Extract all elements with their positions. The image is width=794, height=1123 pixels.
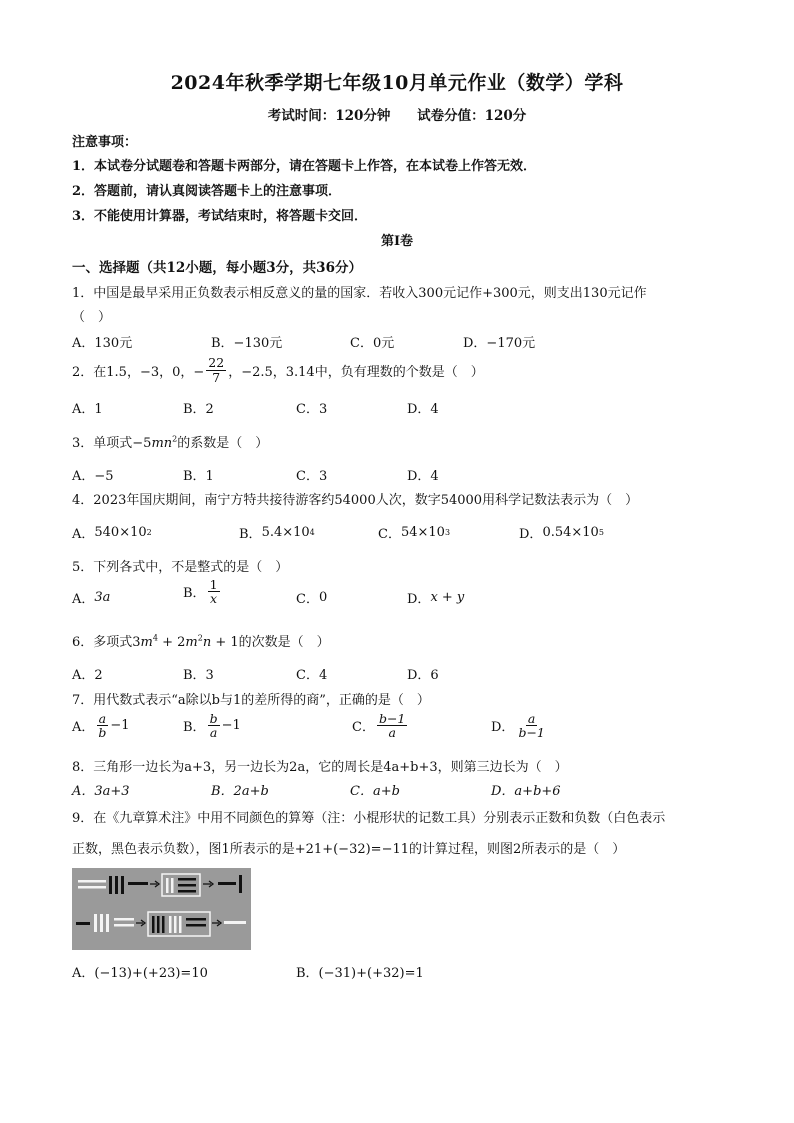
- option-b: [183, 712, 241, 739]
- exam-score: 试卷分值：120分: [417, 108, 527, 124]
- option-base: 0.54×10: [542, 525, 599, 540]
- q2-stem: [72, 352, 484, 388]
- option-exp: 2: [146, 528, 152, 537]
- option-label: A．: [72, 592, 95, 607]
- option-b: B．1: [183, 469, 214, 484]
- q5-stem: 5．下列各式中，不是整式的是（ ）: [72, 560, 289, 575]
- option-c: [352, 712, 409, 739]
- q2-stem-pre: 2．在1.5，−3，0，−: [72, 364, 205, 380]
- fraction-den: x: [210, 591, 218, 607]
- option-fraction: [208, 578, 220, 605]
- option-b: B．(−31)+(+32)=1: [296, 966, 424, 981]
- exam-title: 2024年秋季学期七年级10月单元作业（数学）学科: [170, 72, 624, 94]
- q4-stem: 4．2023年国庆期间，南宁方特共接待游客约54000人次，数字54000用科学记数法表示为（ ）: [72, 493, 639, 508]
- option-fraction: [516, 712, 546, 739]
- option-base: 540×10: [94, 525, 147, 540]
- option-d: D．4: [407, 469, 439, 484]
- option-b: [183, 578, 222, 605]
- volume-heading: 第Ⅰ卷: [380, 234, 414, 249]
- fraction-num: b: [209, 711, 218, 726]
- option-c: C．a+b: [350, 784, 400, 799]
- q1-stem: 1．中国是最早采用正负数表示相反意义的量的国家．若收入300元记作+300元，则支出130元记作: [72, 286, 647, 301]
- fraction-den: b: [98, 725, 107, 741]
- q6-term: m: [185, 635, 198, 650]
- q6-exp: 4: [152, 633, 158, 643]
- option-a: A．130元: [72, 336, 133, 351]
- option-label: B．: [239, 527, 262, 542]
- fraction-num: a: [527, 711, 536, 726]
- counting-rods-figure: [72, 868, 251, 950]
- option-b: [239, 523, 315, 542]
- option-c: C．4: [296, 668, 328, 683]
- option-c: [296, 588, 327, 607]
- q3-stem-pre: 3．单项式−5: [72, 436, 152, 451]
- fraction-den: b−1: [518, 725, 545, 741]
- option-b: B．−130元: [211, 336, 283, 351]
- option-d: [407, 588, 464, 607]
- option-tail: −1: [221, 718, 241, 734]
- option-label: C．: [352, 720, 375, 736]
- q3-stem-post: 的系数是（ ）: [177, 436, 269, 451]
- fraction-num: a: [98, 711, 107, 726]
- q6-exp: 2: [197, 633, 203, 643]
- option-label: C．: [378, 527, 401, 542]
- notice-heading: 注意事项：: [72, 135, 138, 150]
- option-a: A．−5: [72, 469, 114, 484]
- notice-item: 2．答题前，请认真阅读答题卡上的注意事项．: [72, 184, 342, 199]
- q2-stem-post: ，−2.5，3.14中，负有理数的个数是（ ）: [228, 364, 484, 380]
- exam-info: [0, 104, 794, 124]
- option-a: A．2: [72, 668, 103, 683]
- option-base: 5.4×10: [261, 525, 310, 540]
- option-a: [72, 523, 152, 542]
- q6-stem-pre: 6．多项式3: [72, 635, 141, 650]
- q3-var: mn: [151, 436, 173, 451]
- option-c: C．3: [296, 469, 328, 484]
- option-c: C．0元: [350, 336, 395, 351]
- q2-fraction-den: 7: [212, 369, 221, 385]
- fraction-den: a: [209, 725, 218, 741]
- q7-stem: 7．用代数式表示“a除以b与1的差所得的商”，正确的是（ ）: [72, 693, 430, 708]
- fraction-num: b−1: [378, 711, 406, 726]
- fraction-num: 1: [209, 577, 218, 592]
- option-label: A．: [72, 720, 95, 736]
- q9-stem-line1: 9．在《九章算术注》中用不同颜色的算筹（注：小棍形状的记数工具）分别表示正数和负数（白色表示: [72, 811, 666, 826]
- q6-term: m: [140, 635, 153, 650]
- option-d: D．−170元: [463, 336, 536, 351]
- option-d: D．a+b+6: [491, 784, 561, 799]
- option-label: D．: [491, 720, 515, 736]
- option-d: D．6: [407, 668, 439, 683]
- q9-stem-line2: 正数，黑色表示负数），图1所表示的是+21+(−32)=−11的计算过程，则图2所表示的是（ ）: [72, 842, 626, 857]
- option-b: B．3: [183, 668, 214, 683]
- option-c: [378, 523, 450, 542]
- option-c: C．3: [296, 402, 328, 417]
- q2-fraction-num: 22: [208, 355, 225, 371]
- option-a: A．1: [72, 402, 103, 417]
- option-a: [72, 588, 110, 607]
- option-a: A．(−13)+(+23)=10: [72, 966, 208, 981]
- q1-stem-paren: （ ）: [72, 310, 112, 325]
- option-exp: 4: [309, 528, 315, 537]
- counting-rods-image: [72, 868, 251, 950]
- option-value: 3a: [94, 590, 111, 605]
- section-heading: 一、选择题（共12小题，每小题3分，共36分）: [72, 260, 362, 276]
- option-d: D．4: [407, 402, 439, 417]
- option-label: B．: [183, 720, 206, 736]
- option-label: D．: [519, 527, 543, 542]
- q3-exp: 2: [172, 434, 178, 444]
- option-value: x + y: [430, 590, 465, 605]
- option-fraction: [96, 712, 108, 739]
- fraction-den: a: [388, 725, 396, 741]
- notice-item: 3．不能使用计算器，考试结束时，将答题卡交回．: [72, 209, 368, 224]
- q6-term: n: [202, 635, 212, 650]
- q2-fraction: [206, 356, 226, 383]
- option-label: C．: [296, 592, 319, 607]
- q6-stem-post: + 1的次数是（ ）: [211, 635, 330, 650]
- q6-stem-mid: + 2: [157, 635, 186, 650]
- q3-stem: [72, 432, 268, 451]
- option-base: 54×10: [400, 525, 445, 540]
- option-d: [519, 523, 604, 542]
- option-exp: 3: [444, 528, 451, 537]
- option-fraction: [208, 712, 220, 739]
- exam-time: 考试时间：120分钟: [267, 108, 391, 124]
- option-value: 0: [318, 590, 328, 605]
- q6-stem: [72, 631, 330, 650]
- q8-stem: 8．三角形一边长为a+3，另一边长为2a，它的周长是4a+b+3，则第三边长为（ ）: [72, 760, 568, 775]
- option-b: B．2a+b: [211, 784, 269, 799]
- option-exp: 5: [598, 528, 604, 537]
- option-label: B．: [183, 586, 206, 602]
- option-label: A．: [72, 527, 95, 542]
- option-tail: −1: [110, 718, 130, 734]
- option-fraction: [377, 712, 407, 739]
- option-d: [491, 712, 549, 739]
- option-b: B．2: [183, 402, 214, 417]
- notice-item: 1．本试卷分试题卷和答题卡两部分，请在答题卡上作答，在本试卷上作答无效．: [72, 159, 537, 174]
- option-a: [72, 712, 130, 739]
- option-label: D．: [407, 592, 431, 607]
- option-a: A．3a+3: [72, 784, 130, 799]
